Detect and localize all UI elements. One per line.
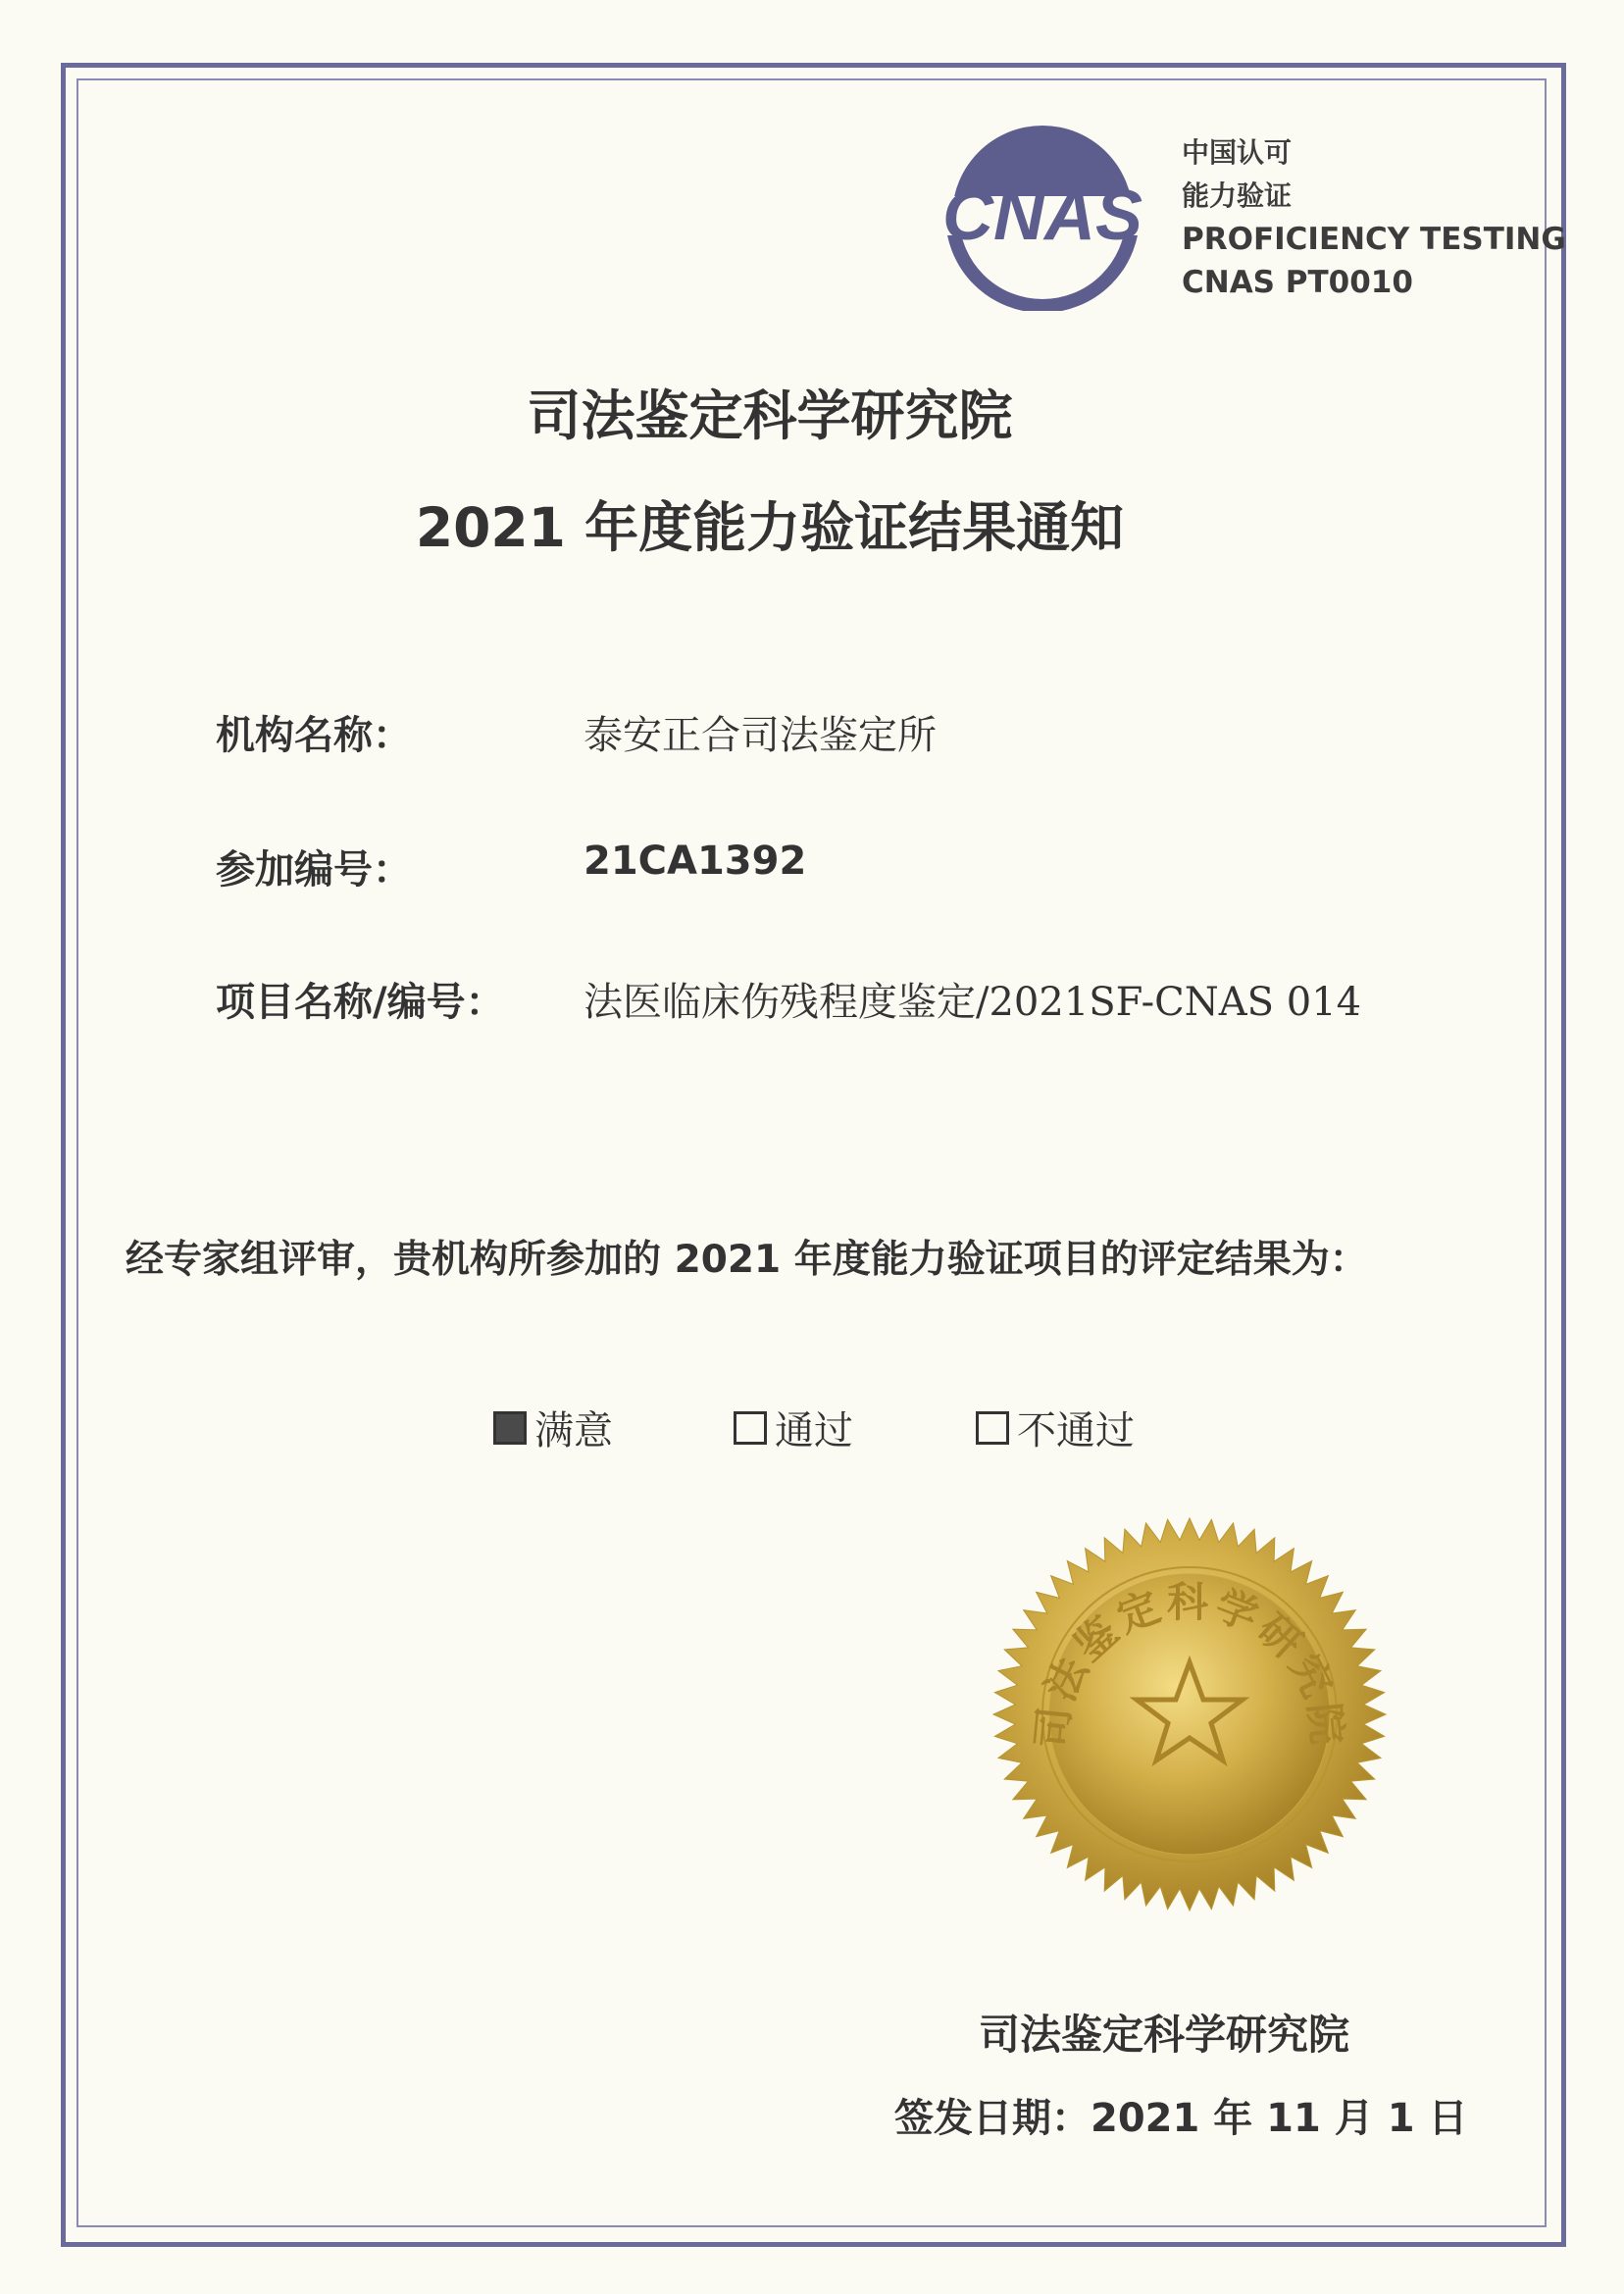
issuer-name: 司法鉴定科学研究院: [979, 2011, 1350, 2059]
logo-cn-line2: 能力验证: [1182, 179, 1293, 212]
cnas-mark: CNAS: [941, 177, 1143, 255]
cnas-logo: [927, 120, 1157, 311]
code-value: 21CA1392: [584, 839, 807, 884]
org-value: 泰安正合司法鉴定所: [584, 713, 937, 758]
logo-en-line3: PROFICIENCY TESTING: [1182, 222, 1566, 257]
issue-date: 签发日期：2021 年 11 月 1 日: [894, 2096, 1468, 2141]
option-label: 通过: [775, 1408, 853, 1453]
option-pass: [734, 1400, 853, 1455]
checkbox-empty-icon: [976, 1411, 1009, 1445]
code-label: 参加编号：: [216, 847, 412, 892]
result-statement: 经专家组评审，贵机构所参加的 2021 年度能力验证项目的评定结果为：: [126, 1238, 1368, 1282]
gold-seal: [989, 1513, 1391, 1915]
checkbox-checked-icon: [493, 1411, 527, 1445]
logo-caption: [1182, 131, 1566, 304]
option-label: 满意: [534, 1408, 613, 1453]
seal-text: 司法鉴定科学研究院: [1027, 1578, 1352, 1751]
option-fail: [976, 1400, 1135, 1455]
title-notice: 2021 年度能力验证结果通知: [415, 496, 1125, 559]
logo-en-line4: CNAS PT0010: [1182, 265, 1413, 300]
option-satisfactory: [493, 1400, 613, 1455]
option-label: 不通过: [1017, 1408, 1135, 1453]
title-institute: 司法鉴定科学研究院: [527, 384, 1013, 447]
project-label: 项目名称/编号：: [216, 980, 505, 1025]
org-label: 机构名称：: [216, 713, 412, 758]
logo-cn-line1: 中国认可: [1182, 136, 1293, 169]
project-value: 法医临床伤残程度鉴定/2021SF-CNAS 014: [584, 980, 1362, 1025]
checkbox-empty-icon: [734, 1411, 767, 1445]
